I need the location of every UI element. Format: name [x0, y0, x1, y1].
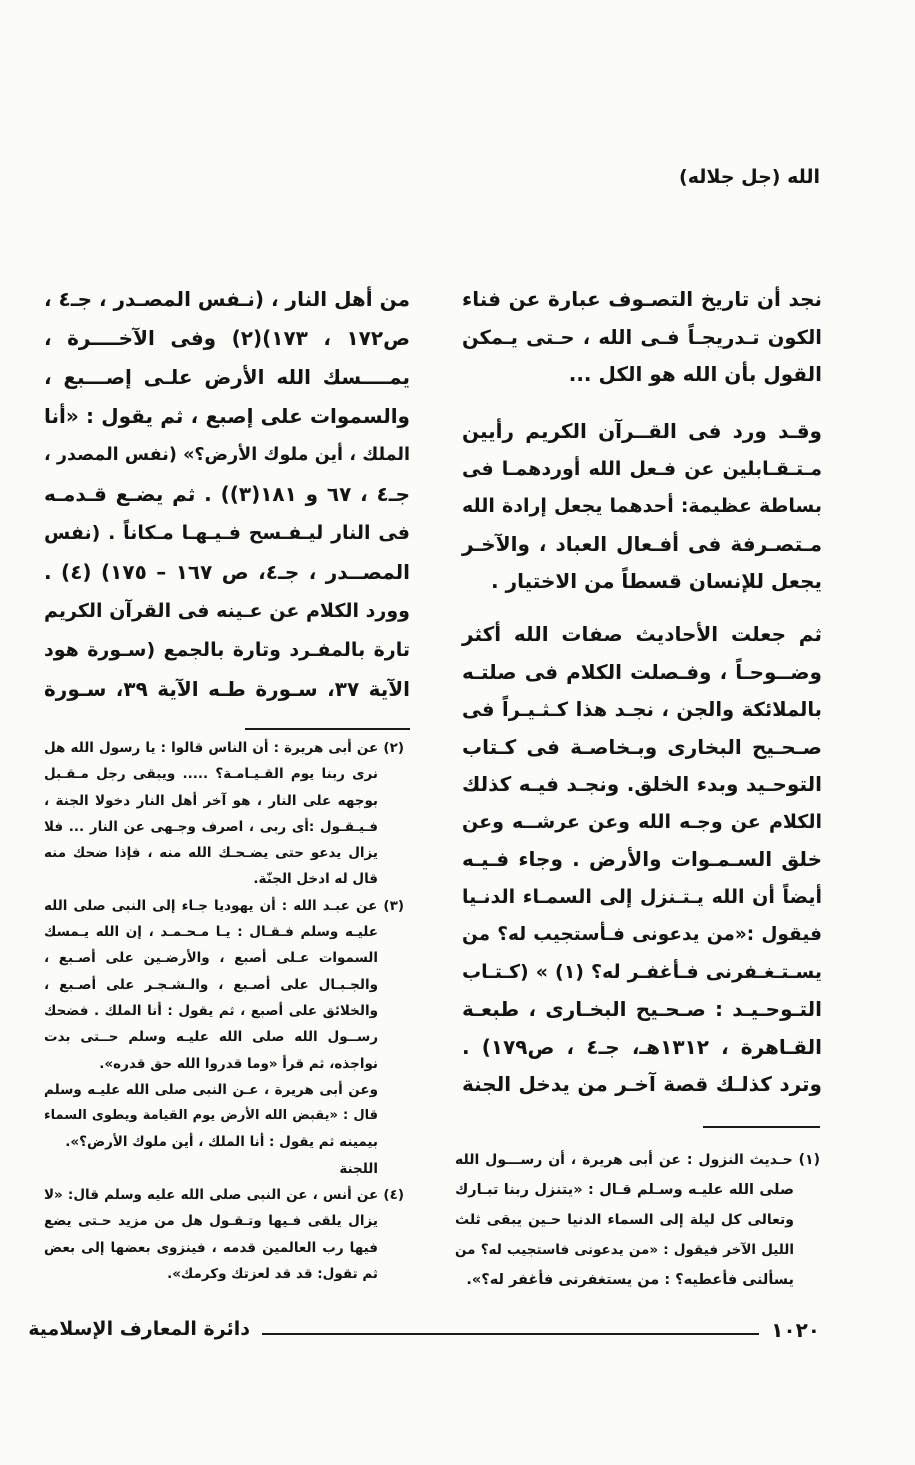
right-column-paragraph-3 — [462, 616, 822, 1104]
footnote-line: قال : «يقبض الله الأرض يوم القيامة ويطوى السماء — [44, 1108, 378, 1124]
text-line: بالملائكة والجن ، نجـد هذا كـثـيـراً فى — [462, 698, 822, 721]
footnote-line: يزال يدعو حتى يضـحـك الله منه ، فإذا ضحك منه — [44, 845, 378, 862]
text-line: يمــــسك الله الأرض علـى إصـــبع ، — [44, 365, 410, 389]
text-line: يجعل للإنسان قسطاً من الاختيار . — [491, 569, 822, 593]
footnote-line: عليـه وسلم فـقـال : يـا مـحـمـد ، إن الله يـمسك — [44, 924, 378, 941]
text-line: وورد الكلام عن عـينه فى القرآن الكريم — [44, 600, 410, 622]
text-line: القـاهرة ، ١٣١٢هـ، جـ٤ ، ص١٧٩) . — [462, 1034, 823, 1059]
text-line: ثم جعلت الأحاديث صفات الله أكثر — [462, 622, 822, 646]
footnote-line: قال له ادخل الجنّة. — [253, 871, 378, 888]
footnote-line: والخلائق على أصبع ، ثم يقول : أنا الملك . فضحك — [44, 1002, 378, 1019]
footnote-line: صلى الله عليـه وسـلم قـال : «يتنزل ربنا تبـارك — [455, 1182, 794, 1198]
footnote-4 — [44, 1182, 404, 1287]
running-header: الله (جل جلاله) — [679, 166, 820, 188]
text-line: جـ٤ ، ٦٧ و ١٨١(٣)) . ثم يضـع قـدمـه — [44, 482, 410, 506]
footnote-line: رســول الله صلى الله عليـه وسلم حــتى بدت — [44, 1029, 378, 1046]
text-line: الكون تـدريجـاً فـى الله ، حـتى يـمكن — [462, 325, 822, 349]
text-line: والسموات على إصبع ، ثم يقول : «أنا — [44, 404, 410, 428]
publication-title: دائرة المعارف الإسلامية — [28, 1318, 250, 1340]
text-line: فيقول :«من يدعونى فـأستجيب له؟ من — [462, 924, 822, 945]
footnote-line: اللجنة — [339, 1160, 378, 1177]
text-line: الكلام عن وجـه الله وعن عرشــه وعن — [462, 810, 822, 833]
text-line: التـوحـيـد : صـحـيح البخـارى ، طبعـة — [462, 997, 822, 1021]
footnote-line: (٢) عن أبى هريرة : أن الناس قالوا : يا رسول الله هل — [44, 740, 404, 756]
text-line: القول بأن الله هو الكل ... — [568, 362, 822, 386]
footnote-line: بيمينه ثم يقول : أنا الملك ، أين ملوك الأرض؟». — [65, 1134, 378, 1151]
right-column-paragraph-2 — [462, 413, 822, 601]
text-line: التوحـيد وبدء الخلق. ونجـد فيـه كذلك — [462, 772, 822, 796]
text-line: مـتصـرفة فى أفـعال العباد ، والآخـر — [462, 531, 822, 556]
text-line: خلق السـمـوات والأرض . وجاء فـيـه — [462, 847, 822, 871]
left-column-text — [44, 280, 410, 709]
text-line: صـحـيح البخارى وبـخاصـة فى كـتاب — [462, 734, 822, 759]
footnote-line: (١) حـديث النزول : عن أبى هريرة ، أن رســـول الله — [455, 1152, 820, 1168]
text-line: أيضاً أن الله يـتـنزل إلى السمـاء الدنـيا — [462, 885, 822, 908]
footnote-line: (٤) عن أنس ، عن النبى صلى الله عليه وسلم قال: «لا — [44, 1187, 404, 1204]
text-line: ص١٧٢ ، ١٧٣)(٢) وفى الآخــــرة ، — [44, 326, 410, 350]
footnote-line: وتعالى كل ليلة إلى السماء الدنيا حـين يبقى ثلث — [455, 1212, 794, 1228]
footnote-line: والجـبـال على أصـبع ، والـشـجـر على أصـبع ، — [44, 976, 378, 993]
footnote-1 — [455, 1145, 820, 1295]
footnote-line: الليل الآخر فيقول : «من يدعونى فاستجيب له؟ من — [455, 1242, 794, 1258]
footer-rule — [262, 1333, 759, 1335]
footnote-line: نواجذه، ثم قرأ «وما قدروا الله حق قدره». — [99, 1055, 378, 1072]
text-line: وضــوحـاً ، وفـصلت الكلام فى صلتـه — [462, 659, 822, 684]
footnote-line: فيها رب العالمين قدمه ، فينزوى بعضها إلى بعض — [44, 1239, 378, 1256]
footnote-line: يسألنى فأعطيه؟ : من يستغفرنى فأغفر له؟». — [466, 1272, 794, 1288]
text-line: تارة بالمفـرد وتارة بالجمع (سـورة هود — [44, 639, 410, 661]
page-number: ١٠٢٠ — [771, 1318, 820, 1342]
footnote-line: السموات عـلى أصبع ، والأرضـين على أصـبع ، — [44, 950, 378, 967]
text-line: وقـد ورد فى القــرآن الكريم رأيين — [462, 419, 822, 443]
right-column-paragraph-1 — [462, 281, 822, 394]
text-line: فى النار ليـفـسح فـيـهـا مـكاناً . (نفس — [44, 522, 410, 544]
footnote-line: ثم تقول: قد قد لعزتك وكرمك». — [167, 1265, 378, 1282]
footnote-line: يزال يلقى فـيها وتـقـول هل من مزيد حـتى يضع — [44, 1213, 378, 1230]
footnote-line: فـيـقـول :أى ربى ، اصرف وجـهى عن النار ... فلا — [44, 818, 378, 835]
footnote-3 — [44, 893, 404, 1182]
text-line: وترد كذلـك قصة آخـر من يدخل الجنة — [462, 1072, 822, 1096]
footnote-line: بوجهه على النار ، هو آخر أهل النار دخولا الجنة ، — [44, 792, 378, 809]
text-line: يسـتـغـفرنى فـأغفـر له؟ (١) » (كـتـاب — [462, 960, 822, 983]
left-footnote-rule — [245, 728, 410, 730]
right-footnotes — [455, 1145, 820, 1295]
left-footnotes — [44, 735, 404, 1287]
text-line: الملك ، أين ملوك الأرض؟» (نفس المصدر ، — [44, 445, 410, 465]
footnote-line: نرى ربنا يوم القـيـامـة؟ ..... ويبقى رجل مـقـبل — [44, 766, 378, 783]
footnote-line: وعن أبى هريرة ، عـن النبى صلى الله عليـه وسلم — [44, 1081, 378, 1098]
footnote-2 — [44, 735, 404, 893]
right-footnote-rule — [703, 1126, 820, 1128]
text-line: من أهل النار ، (نـفس المصـدر ، جـ٤ ، — [43, 287, 410, 311]
text-line: مـتـقـابلين عن فـعل الله أوردهمـا فى — [462, 457, 822, 480]
text-line: بساطة عظيمة: أحدهما يجعل إرادة الله — [462, 495, 822, 517]
text-line: الآية ٣٧، سـورة طـه الآية ٣٩، سـورة — [44, 677, 410, 701]
text-line: نجد أن تاريخ التصـوف عبارة عن فناء — [462, 287, 822, 311]
footnote-line: (٣) عن عبـد الله : أن يهوديا جـاء إلى النبى صلى الله — [44, 897, 404, 914]
text-line: المصــدر ، جـ٤، ص ١٦٧ – ١٧٥) (٤) . — [44, 560, 410, 584]
